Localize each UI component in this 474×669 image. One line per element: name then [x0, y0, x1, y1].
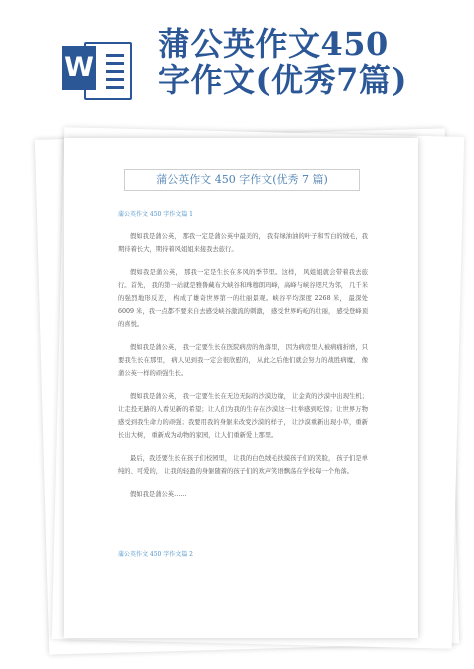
paragraph: 假如我是蒲公英， 那我一定是生长在多风的季节里。这样， 风姐姐就会带着我去旅行。首先， 我的第一站就是雅鲁藏布大峡谷和珠穆朗玛峰，高峰与峡谷咫尺为邻， 几千米的强烈地形反差， 构成了雄奇世界第一的壮丽景观。峡谷平均深度 2268 米， 最深处 6009 米，我一点都不要来自去感受峡谷激流的刺激， 感受世界屿屹的壮丽， 感受登峰顶的喜悦。 — [118, 269, 368, 328]
paragraph: 假如我是蒲公英， 我一定要生长在医院病房的角落里， 因为病房里人被病痛折磨，只要我生长在那里， 病人见到我一定会很欣慰的， 从此之后他们就会努力的战胜病魔， 像蒲公英一样的顽强生长。 — [118, 344, 368, 377]
section-heading-1: 蒲公英作文 450 字作文篇 1 — [118, 211, 193, 218]
word-letter-badge: W — [62, 46, 96, 90]
document-body — [118, 230, 368, 501]
cover-title-line-2: 字作文(优秀7篇) — [158, 61, 408, 99]
document-line — [106, 54, 124, 57]
paragraph: 假如我是蒲公英， 我一定要生长在无边无际的沙漠边缘， 让金黄的沙漠中出现生机；让走投无路的人看见新的希望；让人们为我的生存在沙漠这一壮举感到吃惊；让世界万物感受到我生命力的顽强；我要用我的身躯来改变沙漠的样子， 让沙漠重新出现小草，重新长出大树， 重新成为动物的家园，让人们重新爱上那里。 — [118, 393, 368, 439]
cover-title-line-1: 蒲公英作文450 — [158, 25, 389, 63]
cover-header — [0, 0, 474, 120]
document-line — [106, 78, 124, 81]
document-title: 蒲公英作文 450 字作文(优秀 7 篇) — [124, 169, 360, 191]
microsoft-word-icon — [62, 38, 130, 100]
paragraph: 假如我是蒲公英…… — [130, 491, 187, 498]
section-heading-2: 蒲公英作文 450 字作文篇 2 — [118, 551, 193, 558]
document-line — [106, 70, 124, 73]
paragraph: 假如我是蒲公英， 那我一定是蒲公英中最美的， 我有绿油油的叶子和雪白的绒毛，我期待着长大，期待着风姐姐来接我去旅行。 — [118, 233, 368, 253]
document-line — [106, 62, 124, 65]
document-page — [64, 138, 418, 638]
document-line — [106, 86, 124, 89]
paragraph: 最后，我还要生长在孩子们校园里， 让我的白色绒毛扶摸孩子们的笑脸， 孩子们是单纯的、可爱的， 让我的轻盈的身躯随着的孩子们的欢声笑语飘荡在学校每一个角落。 — [118, 455, 368, 475]
cover-title — [158, 26, 407, 98]
